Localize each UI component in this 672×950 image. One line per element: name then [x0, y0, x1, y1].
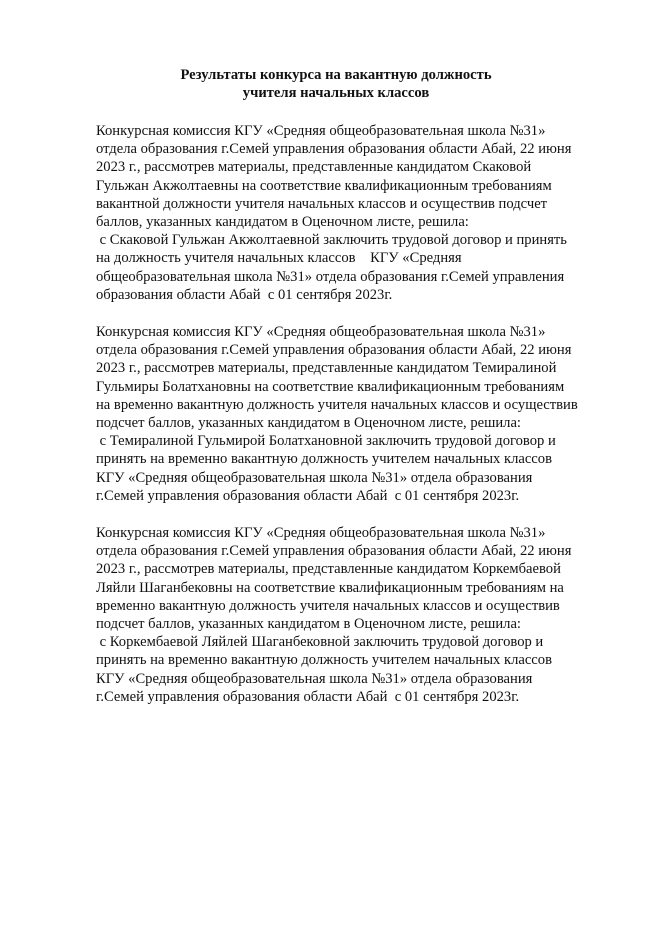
paragraph-line: подсчет баллов, указанных кандидатом в Оценочном листе, решила:	[96, 415, 521, 432]
paragraph-line: Конкурсная комиссия КГУ «Средняя общеобразовательная школа №31»	[96, 123, 546, 139]
document-title-line-2: учителя начальных классов	[242, 85, 430, 101]
paragraph-line: КГУ «Средняя общеобразовательная школа №31» отдела образования	[96, 670, 533, 687]
paragraph-line: Конкурсная комиссия КГУ «Средняя общеобразовательная школа №31»	[96, 324, 546, 340]
paragraph-line: на временно вакантную должность учителя начальных классов и осуществив	[96, 396, 578, 413]
paragraph-line: 2023 г., рассмотрев материалы, представленные кандидатом Коркембаевой	[96, 561, 561, 578]
paragraph-line: с Коркембаевой Ляйлей Шаганбековной заключить трудовой договор и	[96, 634, 544, 651]
paragraph-line: общеобразовательная школа №31» отдела образования г.Семей управления	[96, 268, 565, 285]
paragraph-line: подсчет баллов, указанных кандидатом в Оценочном листе, решила:	[96, 616, 521, 633]
paragraph-line: вакантной должности учителя начальных классов и осуществив подсчет	[96, 195, 548, 212]
paragraph-line: отдела образования г.Семей управления образования области Абай, 22 июня	[96, 543, 572, 560]
paragraph-line: Конкурсная комиссия КГУ «Средняя общеобразовательная школа №31»	[96, 525, 546, 541]
paragraph-line: с Темиралиной Гульмирой Болатхановной заключить трудовой договор и	[96, 433, 556, 450]
paragraph-line: образования области Абай с 01 сентября 2023г.	[96, 286, 393, 303]
document-title-line-1: Результаты конкурса на вакантную должность	[180, 67, 492, 83]
paragraph-line: Гульмиры Болатхановны на соответствие квалификационным требованиям	[96, 378, 565, 395]
paragraph-line: баллов, указанных кандидатом в Оценочном листе, решила:	[96, 214, 469, 231]
paragraph-line: 2023 г., рассмотрев материалы, представленные кандидатом Скаковой	[96, 159, 532, 176]
paragraph-line: г.Семей управления образования области Абай с 01 сентября 2023г.	[96, 487, 520, 504]
paragraph-line: Гульжан Акжолтаевны на соответствие квалификационным требованиям	[96, 177, 552, 194]
paragraph-line: с Скаковой Гульжан Акжолтаевной заключить трудовой договор и принять	[96, 232, 567, 249]
paragraph-line: на должность учителя начальных классов КГУ «Средняя	[96, 250, 462, 267]
paragraph-line: КГУ «Средняя общеобразовательная школа №31» отдела образования	[96, 469, 533, 486]
paragraph-temiralina	[96, 323, 656, 505]
paragraph-line: Ляйли Шаганбековны на соответствие квалификационным требованиям на	[96, 579, 564, 596]
paragraph-korkembaeva	[96, 524, 656, 706]
paragraph-line: временно вакантную должность учителя начальных классов и осуществив	[96, 597, 560, 614]
paragraph-line: г.Семей управления образования области Абай с 01 сентября 2023г.	[96, 688, 520, 705]
paragraph-skakova	[96, 122, 656, 304]
paragraph-line: принять на временно вакантную должность учителем начальных классов	[96, 652, 552, 669]
paragraph-line: отдела образования г.Семей управления образования области Абай, 22 июня	[96, 342, 572, 359]
paragraph-line: принять на временно вакантную должность учителем начальных классов	[96, 451, 552, 468]
paragraph-line: 2023 г., рассмотрев материалы, представленные кандидатом Темиралиной	[96, 360, 557, 377]
paragraph-line: отдела образования г.Семей управления образования области Абай, 22 июня	[96, 141, 572, 158]
